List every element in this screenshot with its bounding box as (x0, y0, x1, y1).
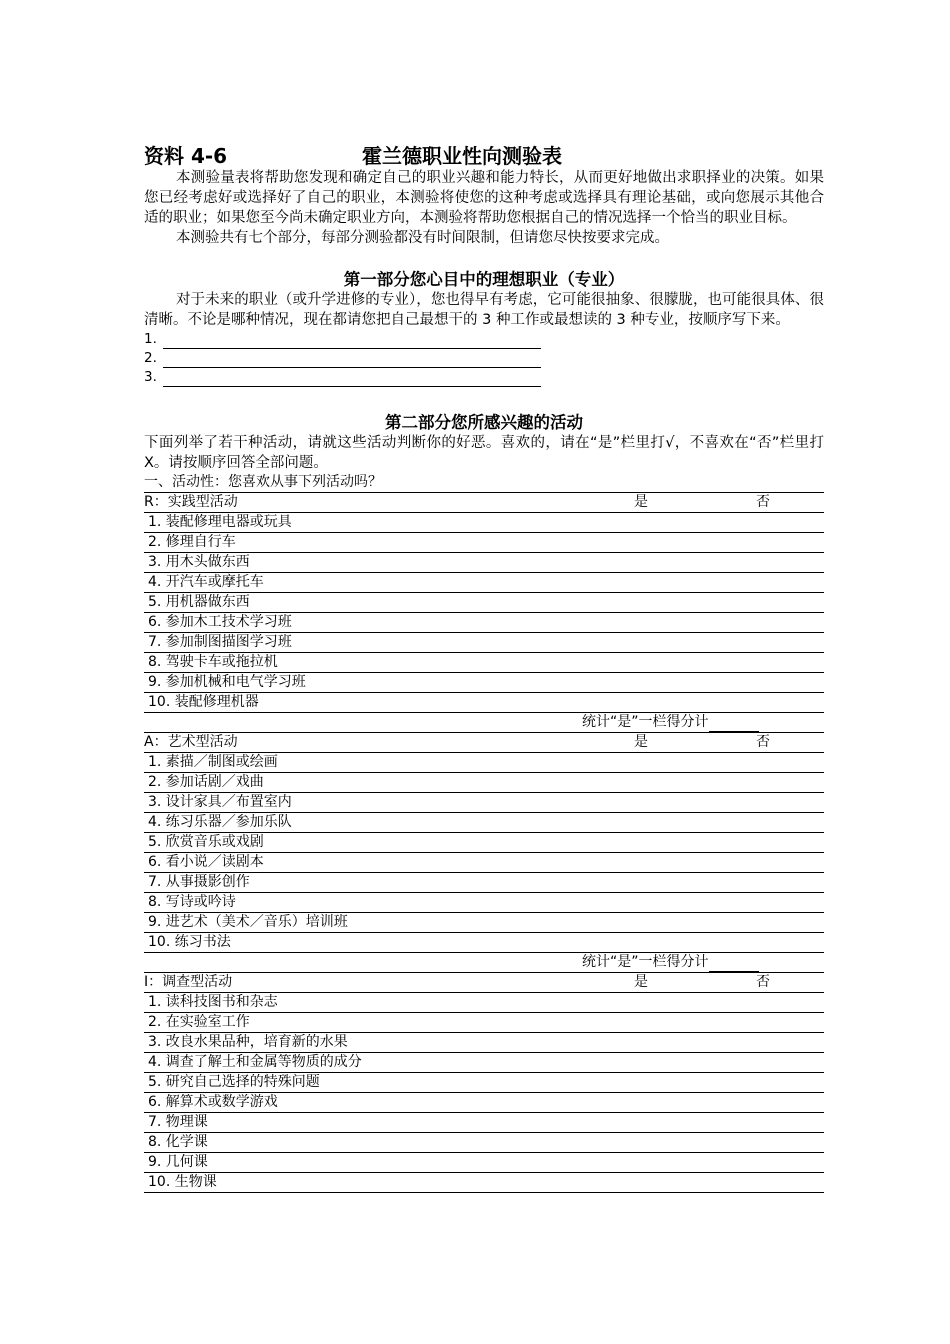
question-row: 3. 改良水果品种，培育新的水果 (144, 1033, 824, 1053)
part2-title: 第二部分您所感兴趣的活动 (385, 413, 583, 432)
part2-instruction: 下面列举了若干种活动，请就这些活动判断你的好恶。喜欢的，请在“是”栏里打√，不喜欢在“否”栏里打 X。请按顺序回答全部问题。 (144, 435, 824, 471)
question-row: 6. 解算术或数学游戏 (144, 1093, 824, 1113)
question-row: 4. 练习乐器／参加乐队 (144, 813, 824, 833)
question-row: 9. 进艺术（美术／音乐）培训班 (144, 913, 824, 933)
document-content (144, 140, 824, 1193)
stat-label: 统计“是”一栏得分计 (582, 954, 709, 970)
question-row: 8. 化学课 (144, 1133, 824, 1153)
document-title: 霍兰德职业性向测验表 (362, 144, 562, 168)
question-row: 9. 参加机械和电气学习班 (144, 673, 824, 693)
question-row: 5. 研究自己选择的特殊问题 (144, 1073, 824, 1093)
no-column-header: 否 (756, 494, 770, 510)
question-row: 7. 参加制图描图学习班 (144, 633, 824, 653)
document-ref: 资料 4-6 (144, 144, 228, 168)
group-i-name: I：调查型活动 (144, 974, 233, 990)
question-row: 10. 装配修理机器 (144, 693, 824, 713)
question-row: 1. 素描／制图或绘画 (144, 753, 824, 773)
answer-line-3[interactable]: 3. (144, 368, 824, 387)
yes-column-header: 是 (634, 974, 648, 990)
yes-column-header: 是 (634, 494, 648, 510)
no-answer-blank[interactable] (708, 1192, 810, 1193)
question-row: 3. 设计家具／布置室内 (144, 793, 824, 813)
group-a-header (144, 733, 824, 753)
group-r-name: R：实践型活动 (144, 494, 238, 510)
stat-label: 统计“是”一栏得分计 (582, 714, 709, 730)
part2-subheading: 一、活动性：您喜欢从事下列活动吗？ (144, 474, 382, 490)
question-row: 8. 驾驶卡车或拖拉机 (144, 653, 824, 673)
question-row: 8. 写诗或吟诗 (144, 893, 824, 913)
question-row: 7. 从事摄影创作 (144, 873, 824, 893)
question-row: 2. 修理自行车 (144, 533, 824, 553)
question-row: 10. 生物课 (144, 1173, 824, 1193)
question-row: 1. 读科技图书和杂志 (144, 993, 824, 1013)
part2-subheading-row (144, 473, 824, 493)
question-row: 7. 物理课 (144, 1113, 824, 1133)
group-a-name: A：艺术型活动 (144, 734, 238, 750)
question-row: 4. 调查了解土和金属等物质的成分 (144, 1053, 824, 1073)
question-row: 2. 参加话剧／戏曲 (144, 773, 824, 793)
group-r-stat-row (144, 713, 824, 733)
group-i-header (144, 973, 824, 993)
stat-blank[interactable] (709, 717, 759, 732)
question-row: 1. 装配修理电器或玩具 (144, 513, 824, 533)
answer-line-2[interactable]: 2. (144, 349, 824, 368)
question-row: 4. 开汽车或摩托车 (144, 573, 824, 593)
question-row: 5. 欣赏音乐或戏剧 (144, 833, 824, 853)
question-row: 5. 用机器做东西 (144, 593, 824, 613)
no-column-header: 否 (756, 734, 770, 750)
part1-title: 第一部分您心目中的理想职业（专业） (343, 270, 625, 289)
intro-paragraph-1: 本测验量表将帮助您发现和确定自己的职业兴趣和能力特长，从而更好地做出求职择业的决策。如果您已经考虑好或选择好了自己的职业，本测验将使您的这种考虑或选择具有理论基础，或向您展示其他合适的职业；如果您至今尚未确定职业方向，本测验将帮助您根据自己的情况选择一个恰当的职业目标。 (144, 170, 824, 226)
yes-column-header: 是 (634, 734, 648, 750)
question-row: 10. 练习书法 (144, 933, 824, 953)
group-a-stat-row (144, 953, 824, 973)
group-r-header (144, 493, 824, 513)
question-row: 6. 参加木工技术学习班 (144, 613, 824, 633)
question-row: 3. 用木头做东西 (144, 553, 824, 573)
intro-paragraph-2: 本测验共有七个部分，每部分测验都没有时间限制，但请您尽快按要求完成。 (176, 230, 669, 246)
question-row: 2. 在实验室工作 (144, 1013, 824, 1033)
document-header (144, 140, 824, 168)
part1-text: 对于未来的职业（或升学进修的专业），您也得早有考虑，它可能很抽象、很朦胧，也可能很具体、很清晰。不论是哪种情况，现在都请您把自己最想干的 3 种工作或最想读的 3 种专业，按顺序写下来。 (144, 292, 824, 328)
answer-line-1[interactable]: 1. (144, 330, 824, 349)
question-row: 6. 看小说／读剧本 (144, 853, 824, 873)
no-column-header: 否 (756, 974, 770, 990)
stat-blank[interactable] (709, 957, 759, 972)
question-row: 9. 几何课 (144, 1153, 824, 1173)
yes-answer-blank[interactable] (582, 1192, 684, 1193)
